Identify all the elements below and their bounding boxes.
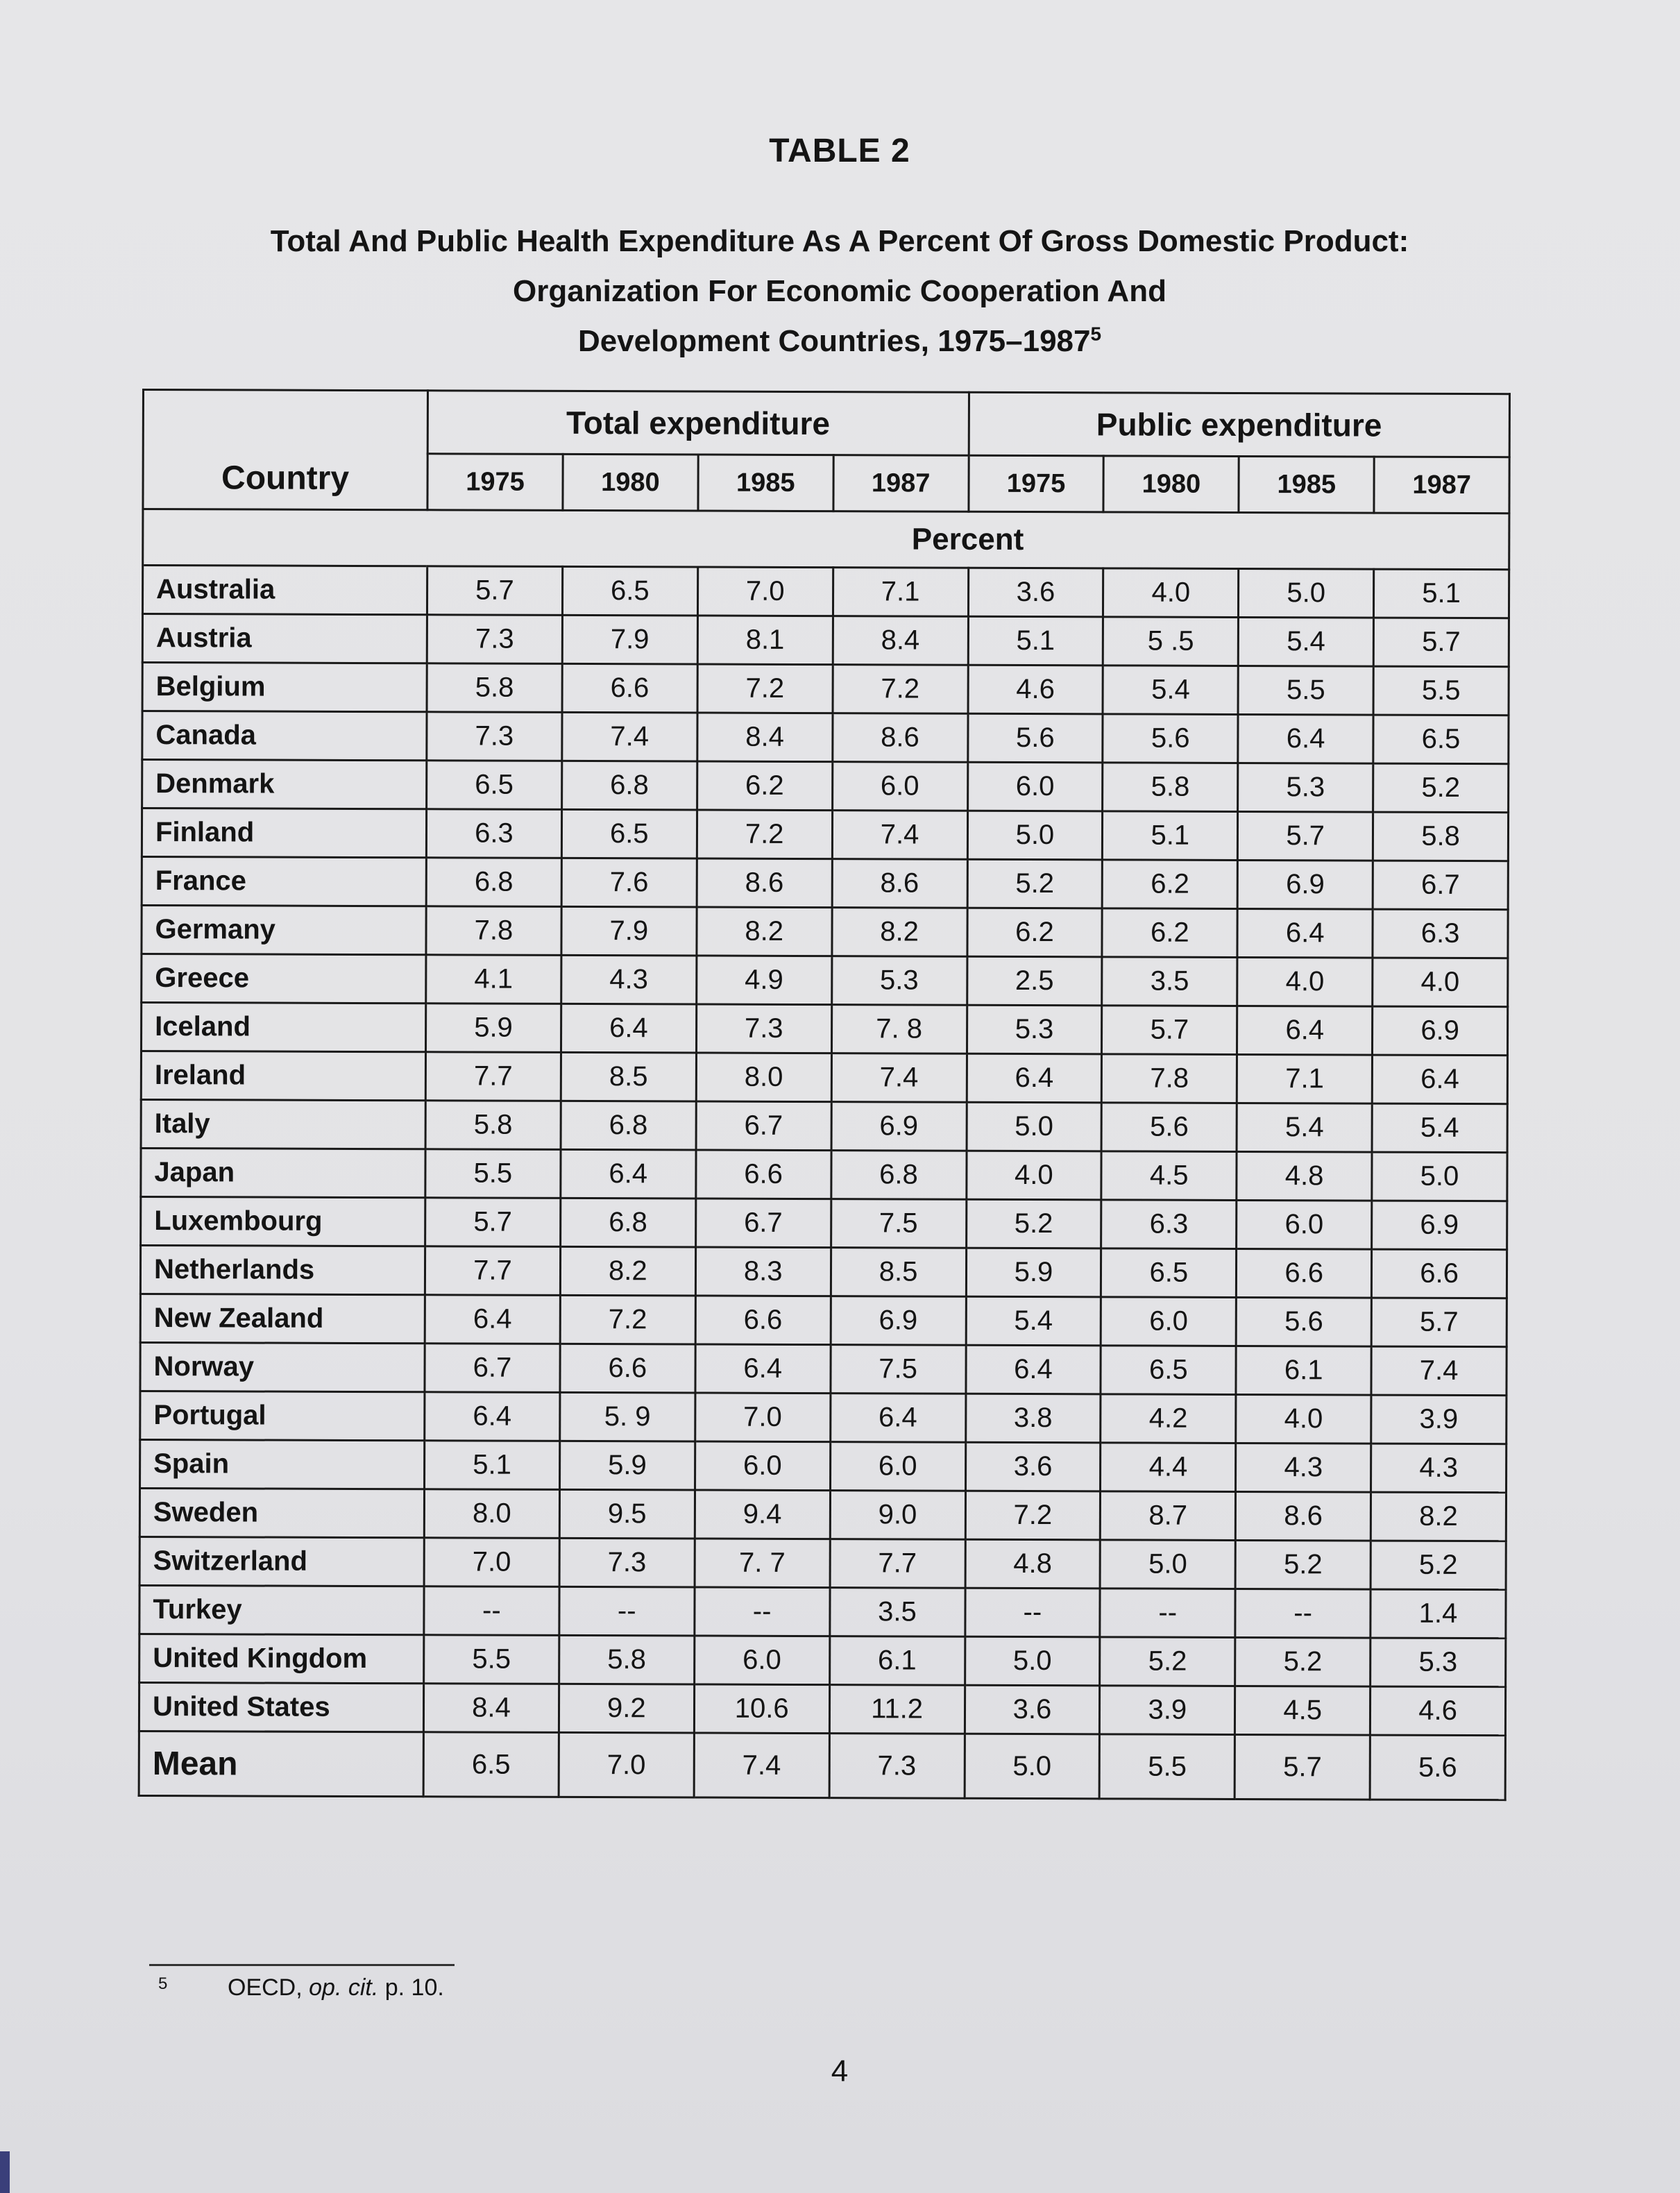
page-number: 4 xyxy=(831,2054,849,2088)
country-cell: Denmark xyxy=(142,760,427,809)
value-cell: 6.6 xyxy=(696,1150,831,1199)
value-cell: 3.5 xyxy=(829,1588,965,1637)
value-cell: 6.0 xyxy=(1237,1200,1372,1249)
value-cell: 5.5 xyxy=(1373,666,1509,716)
value-cell: 6.6 xyxy=(1237,1248,1372,1298)
value-cell: 7. 8 xyxy=(831,1005,967,1054)
table-row xyxy=(142,566,1509,618)
value-cell: 7. 7 xyxy=(695,1539,830,1588)
value-cell: 4.5 xyxy=(1235,1686,1371,1735)
table-row xyxy=(142,808,1508,861)
country-cell: Austria xyxy=(142,614,427,663)
country-cell: Norway xyxy=(140,1342,425,1391)
value-cell: 6.9 xyxy=(831,1296,966,1346)
table-label: TABLE 2 xyxy=(769,133,910,169)
value-cell: -- xyxy=(695,1587,830,1636)
country-cell: Canada xyxy=(142,711,427,761)
value-cell: 5.2 xyxy=(967,859,1103,908)
value-cell: 8.2 xyxy=(1371,1492,1506,1541)
value-cell: 5.7 xyxy=(1234,1734,1370,1800)
value-cell: 7.2 xyxy=(560,1295,695,1344)
value-cell: 5.7 xyxy=(427,566,562,616)
value-cell: 8.4 xyxy=(697,713,833,762)
country-cell: Japan xyxy=(141,1148,425,1197)
country-cell: United Kingdom xyxy=(139,1634,424,1683)
table-row xyxy=(140,1342,1507,1395)
country-cell: United States xyxy=(139,1682,423,1731)
public-expenditure-header: Public expenditure xyxy=(969,392,1510,457)
value-cell: 7.2 xyxy=(965,1491,1101,1540)
value-cell: 5.5 xyxy=(1238,666,1373,715)
value-cell: 8.0 xyxy=(424,1489,559,1539)
value-cell: 6.9 xyxy=(831,1102,967,1151)
value-cell: 6.7 xyxy=(696,1101,831,1151)
value-cell: 6.4 xyxy=(561,1004,696,1053)
table-row xyxy=(139,1682,1505,1735)
value-cell: 5.7 xyxy=(1373,618,1509,667)
table-row xyxy=(139,1488,1506,1541)
value-cell: 4.3 xyxy=(1371,1443,1507,1493)
value-cell: 7.0 xyxy=(424,1538,559,1587)
value-cell: 5.9 xyxy=(966,1248,1101,1297)
value-cell: 5.1 xyxy=(1103,811,1238,861)
value-cell: 5.8 xyxy=(559,1635,695,1684)
value-cell: 6.0 xyxy=(1101,1297,1237,1346)
value-cell: 8.4 xyxy=(833,616,968,666)
binding-edge-mark xyxy=(0,2151,10,2193)
value-cell: 6.6 xyxy=(695,1296,831,1345)
value-cell: 8.5 xyxy=(561,1052,696,1101)
country-cell: Netherlands xyxy=(140,1245,425,1294)
value-cell: 7.4 xyxy=(832,811,967,860)
value-cell: 5.8 xyxy=(1103,763,1238,812)
value-cell: 5.2 xyxy=(966,1199,1101,1248)
value-cell: 7.2 xyxy=(833,665,968,714)
mean-label: Mean xyxy=(139,1731,423,1796)
value-cell: 6.0 xyxy=(695,1441,830,1491)
value-cell: 7.8 xyxy=(1102,1054,1237,1103)
title-footnote-ref: 5 xyxy=(1090,323,1102,345)
country-cell: Germany xyxy=(142,906,426,955)
table-row xyxy=(142,760,1509,813)
value-cell: 6.4 xyxy=(425,1295,560,1344)
value-cell: 6.4 xyxy=(967,1053,1102,1103)
value-cell: 3.6 xyxy=(965,1685,1100,1734)
value-cell: 5.1 xyxy=(1374,569,1509,618)
value-cell: 8.2 xyxy=(697,907,832,956)
value-cell: 5.8 xyxy=(425,1101,561,1150)
value-cell: 6.8 xyxy=(561,1101,696,1150)
value-cell: 3.5 xyxy=(1102,957,1237,1006)
value-cell: 6.2 xyxy=(1103,860,1238,909)
value-cell: 7.7 xyxy=(425,1052,561,1101)
year-header: 1975 xyxy=(968,455,1103,512)
value-cell: 5.7 xyxy=(1371,1298,1507,1347)
value-cell: 5.0 xyxy=(1239,568,1374,618)
table-row xyxy=(140,1294,1507,1346)
value-cell: 6.0 xyxy=(694,1636,829,1685)
value-cell: 7.7 xyxy=(830,1539,965,1589)
table-row xyxy=(140,1245,1507,1298)
value-cell: 5.0 xyxy=(965,1636,1100,1686)
value-cell: 5.7 xyxy=(1238,811,1373,861)
value-cell: 6.5 xyxy=(1373,715,1509,764)
value-cell: -- xyxy=(1100,1589,1235,1638)
value-cell: -- xyxy=(424,1586,559,1636)
value-cell: 5.2 xyxy=(1371,1541,1506,1590)
value-cell: 6.4 xyxy=(1372,1055,1507,1104)
country-cell: Ireland xyxy=(141,1051,425,1101)
value-cell: 7.3 xyxy=(427,615,562,664)
unit-row-blank xyxy=(143,509,427,566)
value-cell: 6.7 xyxy=(425,1344,560,1393)
value-cell: 6.4 xyxy=(1238,714,1373,763)
value-cell: 7.1 xyxy=(833,568,968,617)
value-cell: 7.8 xyxy=(426,906,561,956)
country-cell: Spain xyxy=(140,1439,425,1489)
country-cell: Switzerland xyxy=(139,1536,424,1586)
value-cell: 5.1 xyxy=(425,1441,560,1490)
value-cell: 6.5 xyxy=(562,566,697,616)
value-cell: 6.4 xyxy=(1237,908,1373,958)
value-cell: 7.3 xyxy=(559,1538,695,1587)
value-cell: 7.0 xyxy=(559,1732,694,1797)
footnote-number: 5 xyxy=(158,1974,168,1993)
value-cell: 6.3 xyxy=(1373,909,1508,958)
value-cell: 6.3 xyxy=(1101,1200,1237,1249)
value-cell: 7.4 xyxy=(562,712,697,761)
footnote xyxy=(158,1974,444,2001)
value-cell: 6.5 xyxy=(561,809,697,858)
value-cell: 7.4 xyxy=(694,1733,829,1798)
value-cell: 9.5 xyxy=(559,1489,695,1539)
value-cell: 8.2 xyxy=(560,1246,695,1296)
value-cell: 4.0 xyxy=(1103,568,1239,618)
value-cell: 6.3 xyxy=(426,809,561,858)
table-row xyxy=(141,1196,1507,1249)
value-cell: 5. 9 xyxy=(560,1392,695,1441)
value-cell: 5.0 xyxy=(1100,1540,1235,1589)
value-cell: 6.8 xyxy=(831,1151,966,1200)
value-cell: 5.5 xyxy=(425,1149,561,1199)
value-cell: 5.0 xyxy=(1372,1152,1507,1201)
table-row xyxy=(141,1148,1507,1201)
value-cell: 2.5 xyxy=(967,956,1102,1006)
value-cell: 6.1 xyxy=(1236,1346,1371,1395)
value-cell: 3.8 xyxy=(965,1394,1101,1443)
value-cell: 6.4 xyxy=(561,1149,696,1199)
value-cell: -- xyxy=(1235,1589,1371,1638)
group-header-row xyxy=(143,390,1509,457)
value-cell: 5.9 xyxy=(559,1441,695,1490)
year-header: 1980 xyxy=(563,454,698,511)
year-header: 1975 xyxy=(427,454,563,511)
value-cell: 10.6 xyxy=(694,1684,829,1734)
table-row xyxy=(142,1003,1508,1056)
value-cell: 5.6 xyxy=(1370,1735,1505,1800)
table-row xyxy=(142,954,1508,1007)
value-cell: 9.0 xyxy=(830,1491,965,1540)
value-cell: 6.8 xyxy=(426,858,561,907)
country-cell: Iceland xyxy=(142,1003,426,1052)
value-cell: 6.5 xyxy=(1101,1248,1237,1298)
table-title-line-3 xyxy=(104,316,1575,366)
unit-row xyxy=(143,509,1509,570)
value-cell: 4.8 xyxy=(1237,1151,1372,1201)
year-header: 1987 xyxy=(833,455,969,512)
value-cell: 5.7 xyxy=(425,1198,561,1247)
value-cell: 6.7 xyxy=(695,1199,831,1248)
year-header: 1987 xyxy=(1374,457,1509,514)
value-cell: 7.4 xyxy=(1371,1346,1507,1396)
value-cell: 4.0 xyxy=(1236,1394,1371,1443)
table-row xyxy=(142,614,1509,667)
table-row xyxy=(142,663,1509,716)
mean-row xyxy=(139,1731,1505,1800)
value-cell: 5.5 xyxy=(424,1635,559,1684)
value-cell: 4.8 xyxy=(965,1539,1101,1589)
value-cell: 5.1 xyxy=(968,616,1103,666)
table-body xyxy=(139,566,1509,1800)
value-cell: 5.3 xyxy=(967,1005,1102,1054)
value-cell: 5.4 xyxy=(1372,1103,1507,1153)
table-row xyxy=(139,1585,1506,1638)
value-cell: 7.9 xyxy=(561,906,697,956)
unit-label: Percent xyxy=(427,510,1509,570)
value-cell: 6.4 xyxy=(830,1394,965,1443)
value-cell: 3.6 xyxy=(965,1442,1101,1491)
value-cell: 6.9 xyxy=(1237,860,1373,909)
table-row xyxy=(139,1634,1506,1686)
country-cell: Italy xyxy=(141,1099,425,1149)
country-cell: Belgium xyxy=(142,663,427,712)
value-cell: 7.3 xyxy=(829,1734,965,1799)
table-row xyxy=(142,906,1508,958)
value-cell: 6.1 xyxy=(829,1636,965,1686)
year-header: 1985 xyxy=(1239,456,1374,513)
value-cell: 8.6 xyxy=(1236,1491,1371,1541)
footnote-page-ref: p. 10. xyxy=(378,1974,444,2001)
country-cell: Greece xyxy=(142,954,426,1004)
value-cell: 6.5 xyxy=(423,1732,559,1797)
table-title-line-3-text: Development Countries, 1975–1987 xyxy=(577,324,1091,358)
value-cell: 6.9 xyxy=(1372,1201,1507,1250)
value-cell: 5.2 xyxy=(1100,1637,1235,1686)
country-column-header: Country xyxy=(143,390,428,510)
value-cell: 6.6 xyxy=(1372,1249,1507,1298)
value-cell: 6.2 xyxy=(697,761,832,811)
value-cell: 5.6 xyxy=(1103,714,1238,763)
value-cell: 6.4 xyxy=(1237,1006,1373,1055)
value-cell: 4.4 xyxy=(1101,1443,1236,1492)
value-cell: 5.4 xyxy=(966,1296,1101,1346)
value-cell: 5.9 xyxy=(425,1004,561,1053)
value-cell: 6.4 xyxy=(425,1392,560,1441)
value-cell: 7.7 xyxy=(425,1246,560,1296)
value-cell: 9.2 xyxy=(559,1684,694,1733)
value-cell: 4.5 xyxy=(1101,1151,1237,1201)
total-expenditure-header: Total expenditure xyxy=(427,391,969,455)
value-cell: 7.3 xyxy=(696,1004,831,1053)
value-cell: 6.8 xyxy=(561,761,697,810)
value-cell: -- xyxy=(965,1588,1100,1637)
value-cell: 5.2 xyxy=(1235,1540,1371,1589)
value-cell: 6.9 xyxy=(1373,1006,1508,1056)
value-cell: 7.2 xyxy=(697,664,833,713)
value-cell: 5.2 xyxy=(1373,763,1509,813)
value-cell: 4.6 xyxy=(1371,1686,1506,1736)
value-cell: 5.0 xyxy=(967,1102,1102,1151)
value-cell: 8.6 xyxy=(697,858,832,908)
value-cell: 6.5 xyxy=(1101,1346,1236,1395)
value-cell: 8.4 xyxy=(423,1684,559,1733)
country-cell: Portugal xyxy=(140,1391,425,1440)
value-cell: 4.9 xyxy=(696,956,831,1005)
value-cell: 7.9 xyxy=(562,615,697,664)
country-cell: Australia xyxy=(142,566,427,615)
value-cell: 6.0 xyxy=(967,762,1103,811)
value-cell: 7.2 xyxy=(697,810,832,859)
value-cell: 5.3 xyxy=(831,956,967,1006)
value-cell: 8.6 xyxy=(832,713,967,763)
country-cell: France xyxy=(142,857,426,906)
value-cell: 6.2 xyxy=(1102,908,1237,958)
country-cell: New Zealand xyxy=(140,1294,425,1343)
value-cell: 6.5 xyxy=(427,761,562,810)
table-row xyxy=(140,1439,1507,1492)
value-cell: 4.2 xyxy=(1101,1394,1236,1443)
value-cell: 5.0 xyxy=(965,1734,1100,1799)
value-cell: 3.9 xyxy=(1371,1395,1507,1444)
value-cell: 5.8 xyxy=(1373,812,1508,861)
value-cell: 5 .5 xyxy=(1103,617,1239,666)
value-cell: 5.6 xyxy=(1101,1103,1237,1152)
table-row xyxy=(139,1536,1506,1589)
value-cell: 9.4 xyxy=(695,1490,830,1539)
value-cell: 8.5 xyxy=(831,1248,966,1297)
country-cell: Sweden xyxy=(139,1488,424,1537)
value-cell: 6.4 xyxy=(695,1344,831,1394)
value-cell: 8.3 xyxy=(695,1247,831,1296)
value-cell: 5.7 xyxy=(1102,1006,1237,1055)
value-cell: 6.7 xyxy=(1373,861,1508,910)
value-cell: 8.2 xyxy=(832,908,967,957)
value-cell: 7.3 xyxy=(427,712,562,761)
value-cell: 4.0 xyxy=(966,1151,1101,1200)
value-cell: 3.9 xyxy=(1100,1686,1235,1735)
value-cell: 3.6 xyxy=(968,568,1103,617)
value-cell: 7.4 xyxy=(831,1053,967,1103)
value-cell: 7.0 xyxy=(697,567,833,616)
value-cell: 6.8 xyxy=(560,1198,695,1247)
value-cell: 7.1 xyxy=(1237,1054,1373,1103)
value-cell: 5.6 xyxy=(967,713,1103,763)
table-row xyxy=(141,1051,1507,1104)
value-cell: 5.5 xyxy=(1099,1734,1234,1800)
value-cell: 7.5 xyxy=(831,1345,966,1394)
value-cell: 8.1 xyxy=(697,616,833,665)
footnote-source-italic: op. cit. xyxy=(309,1974,379,2001)
table-row xyxy=(142,711,1509,764)
value-cell: 5.4 xyxy=(1103,666,1238,715)
year-header: 1985 xyxy=(698,455,833,511)
expenditure-table xyxy=(138,389,1511,1801)
value-cell: 7.0 xyxy=(695,1393,830,1442)
value-cell: 5.8 xyxy=(427,663,562,713)
value-cell: 6.0 xyxy=(832,762,967,811)
value-cell: 4.3 xyxy=(561,955,697,1004)
table-title-line-2: Organization For Economic Cooperation And xyxy=(513,274,1166,308)
value-cell: 1.4 xyxy=(1371,1589,1506,1639)
country-cell: Turkey xyxy=(139,1585,424,1634)
value-cell: 8.6 xyxy=(832,859,967,908)
value-cell: 4.1 xyxy=(426,955,561,1004)
value-cell: 5.3 xyxy=(1371,1638,1506,1687)
value-cell: 6.6 xyxy=(562,663,697,713)
value-cell: 7.6 xyxy=(561,858,697,907)
footnote-divider xyxy=(149,1964,455,1966)
value-cell: 4.0 xyxy=(1373,958,1508,1007)
value-cell: 6.6 xyxy=(560,1344,695,1393)
country-cell: Luxembourg xyxy=(141,1196,425,1246)
value-cell: 6.2 xyxy=(967,908,1102,957)
value-cell: 5.0 xyxy=(967,811,1103,860)
value-cell: 11.2 xyxy=(829,1685,965,1734)
value-cell: 5.4 xyxy=(1237,1103,1372,1152)
value-cell: 6.0 xyxy=(830,1442,965,1491)
table-row xyxy=(142,857,1508,910)
value-cell: 5.6 xyxy=(1236,1297,1371,1346)
value-cell: 5.4 xyxy=(1239,617,1374,666)
table-title-line-1: Total And Public Health Expenditure As A Percent Of Gross Domestic Product: xyxy=(270,224,1409,258)
table-row xyxy=(140,1391,1507,1443)
value-cell: 8.7 xyxy=(1101,1491,1236,1541)
country-cell: Finland xyxy=(142,808,426,858)
value-cell: 4.6 xyxy=(968,665,1103,714)
value-cell: 6.4 xyxy=(965,1345,1101,1394)
year-header: 1980 xyxy=(1103,456,1239,513)
value-cell: 5.3 xyxy=(1238,763,1373,812)
value-cell: 7.5 xyxy=(831,1199,966,1248)
value-cell: 4.3 xyxy=(1236,1443,1371,1492)
value-cell: -- xyxy=(559,1586,695,1636)
value-cell: 8.0 xyxy=(696,1053,831,1102)
footnote-source: OECD, xyxy=(228,1974,309,2001)
value-cell: 4.0 xyxy=(1237,957,1373,1006)
table-row xyxy=(141,1099,1507,1152)
value-cell: 5.2 xyxy=(1235,1637,1371,1686)
